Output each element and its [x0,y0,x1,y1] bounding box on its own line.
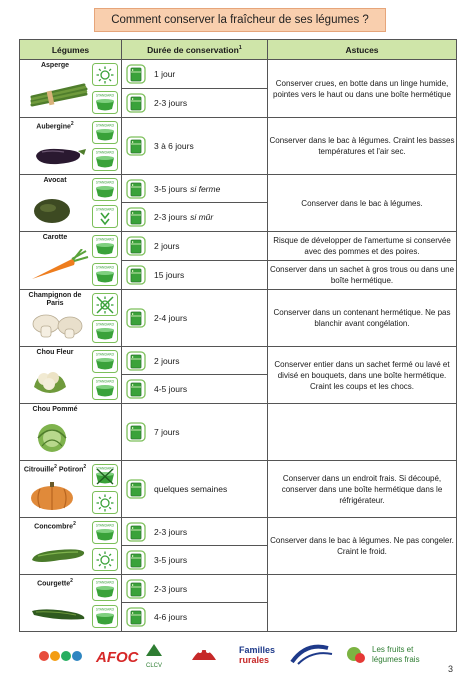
duration-text: 2-3 jours si mûr [154,212,214,222]
fridge-icon [126,265,146,285]
table-row [20,290,457,347]
duration-text: 15 jours [154,270,185,280]
room-temp-forbidden-icon [92,293,118,316]
veg-cell-citrouille [20,461,122,518]
partner-logos [34,638,434,670]
adeic-logo [39,651,82,661]
fridge-icon [126,93,146,113]
tip-carotte-2: Conserver dans un sachet à gros trous ou dans une boîte hermétique. [268,261,457,290]
unaf-logo [292,647,332,664]
fridge-icon [126,379,146,399]
veg-name: Chou Fleur [36,349,74,356]
cucumber-image [28,540,90,568]
fridge-icon [126,179,146,199]
table-header-row [20,40,457,60]
duration-text: 2-3 jours [154,583,188,594]
tip-carotte-1: Risque de développer de l'amertume si conservée avec des pommes et des poires. [268,232,457,261]
duration-cell [122,118,268,175]
veg-name: Courgette$^2$ [37,578,73,588]
duration-cell [122,175,268,203]
veg-name: Carotte [42,234,68,241]
room-temp-icon [92,491,118,514]
veg-cell-courgette [20,575,122,632]
veg-cell-choupomme [20,404,122,461]
page-number: 3 [448,664,454,674]
table-row [20,118,457,175]
duration-text: quelques semaines [154,484,228,494]
veg-name: Aubergine$^2$ [36,121,74,131]
tip-champignon: Conserver dans un contenant hermétique. Ne pas blanchir avant congélation. [268,290,457,347]
familles-rurales-logo [239,645,275,665]
fridge-icon [126,308,146,328]
duration-cell [122,575,268,603]
page-title: Comment conserver la fraîcheur de ses légumes ? [94,8,386,32]
tip-citrouille: Conserver dans un endroit frais. Si découpé, conserver dans une boîte hermétique dans le réfrigérateur. [268,461,457,518]
veg-name: Asperge [40,62,69,69]
table-row [20,518,457,546]
tip-avocat: Conserver dans le bac à légumes. [268,175,457,232]
standard-storage-icon [92,578,118,601]
duration-cell [122,261,268,290]
duration-text: 2-4 jours [154,313,188,323]
room-temp-icon [92,548,118,571]
fridge-icon [126,607,146,627]
header-astuces: Astuces [268,40,457,60]
duration-text: 2-3 jours [154,526,188,537]
duration-text: 4-6 jours [154,612,188,622]
duration-cell [122,203,268,232]
standard-storage-icon [92,121,118,144]
duration-cell [122,232,268,261]
veg-name: Champignon de Paris [28,292,82,307]
veg-name: Citrouille$^2$ Potiron$^2$ [23,464,87,474]
mushroom-image [28,312,90,340]
standard-storage-icon [92,235,118,258]
tip-asperge: Conserver crues, en botte dans un linge humide, pointes vers le haut ou dans une boîte hermétique [268,60,457,118]
standard-storage-icon [92,377,118,400]
cabbage-image [28,420,90,454]
svg-text:rurales: rurales [239,655,270,665]
fridge-icon [126,579,146,599]
duration-text: 2-3 jours [154,98,188,108]
cauliflower-image [28,365,90,397]
fridge-icon [126,550,146,570]
svg-text:légumes frais: légumes frais [372,655,420,664]
table-row [20,404,457,461]
fridge-icon [126,522,146,542]
standard-storage-icon [92,605,118,628]
standard-storage-icon [92,148,118,171]
eggplant-image [28,138,90,168]
asparagus-image [28,79,90,111]
duration-text: 3-5 jours [154,555,188,565]
standard-storage-icon [92,350,118,373]
tip-choupomme [268,404,457,461]
header-legumes: Légumes [20,40,122,60]
carrot-image [28,249,90,283]
svg-text:Les fruits et: Les fruits et [372,645,414,654]
duration-cell [122,461,268,518]
duration-cell [122,518,268,546]
duration-text: 2 jours [154,241,180,251]
duration-cell [122,546,268,575]
avocado-image [28,193,90,225]
fridge-icon [126,136,146,156]
fruits-legumes-logo [347,645,420,664]
fridge-icon [126,422,146,442]
veg-cell-avocat [20,175,122,232]
veg-name: Chou Pommé [32,406,78,413]
table-row [20,575,457,603]
duration-text: 1 jour [154,69,176,79]
duration-cell [122,290,268,347]
duration-text: 3 à 6 jours [154,141,194,151]
familles-de-france-logo [192,649,216,660]
veg-cell-choufleur [20,347,122,404]
duration-cell [122,404,268,461]
standard-storage-icon [92,320,118,343]
svg-text:Familles: Familles [239,645,276,655]
table-row [20,175,457,203]
veg-name: Concombre$^2$ [34,521,76,531]
tip-aubergine: Conserver dans le bac à légumes. Craint les basses températures et l'air sec. [268,118,457,175]
duration-text: 2 jours [154,355,180,366]
table-row [20,347,457,375]
duration-text: 7 jours [154,427,180,437]
duration-cell [122,89,268,118]
standard-storage-icon [92,91,118,114]
tip-courgette [268,575,457,632]
standard-storage-forbidden-icon [92,464,118,487]
duration-cell [122,347,268,375]
duration-text: 4-5 jours [154,384,188,394]
duration-cell [122,60,268,89]
veg-cell-champignon [20,290,122,347]
veg-name: Avocat [43,177,67,184]
zucchini-image [28,599,90,625]
veg-cell-aubergine [20,118,122,175]
standard-storage-icon [92,178,118,201]
conservation-table [19,39,457,632]
clcv-logo [146,644,162,669]
fridge-icon [126,64,146,84]
table-row [20,60,457,89]
standard-storage-icon [92,263,118,286]
header-duree: Durée de conservation$^1$ [122,40,268,60]
fridge-icon [126,479,146,499]
duration-text: 3-5 jours si ferme [154,183,221,194]
afoc-logo: AFOC [96,649,139,666]
fridge-icon [126,351,146,371]
veg-cell-concombre [20,518,122,575]
fridge-icon [126,207,146,227]
standard-storage-icon [92,521,118,544]
svg-text:CLCV: CLCV [145,663,163,669]
ripening-icon [92,205,118,228]
table-row [20,461,457,518]
pumpkin-image [28,479,90,511]
veg-cell-carotte [20,232,122,290]
tip-choufleur: Conserver entier dans un sachet fermé ou lavé et divisé en bouquets, dans une boîte hermétique. Craint les coups et les chocs. [268,347,457,404]
duration-cell [122,375,268,404]
table-row [20,232,457,261]
tip-concombre: Conserver dans le bac à légumes. Ne pas congeler. Craint le froid. [268,518,457,575]
duration-cell [122,603,268,632]
fridge-icon [126,236,146,256]
room-temp-icon [92,63,118,86]
veg-cell-asperge [20,60,122,118]
